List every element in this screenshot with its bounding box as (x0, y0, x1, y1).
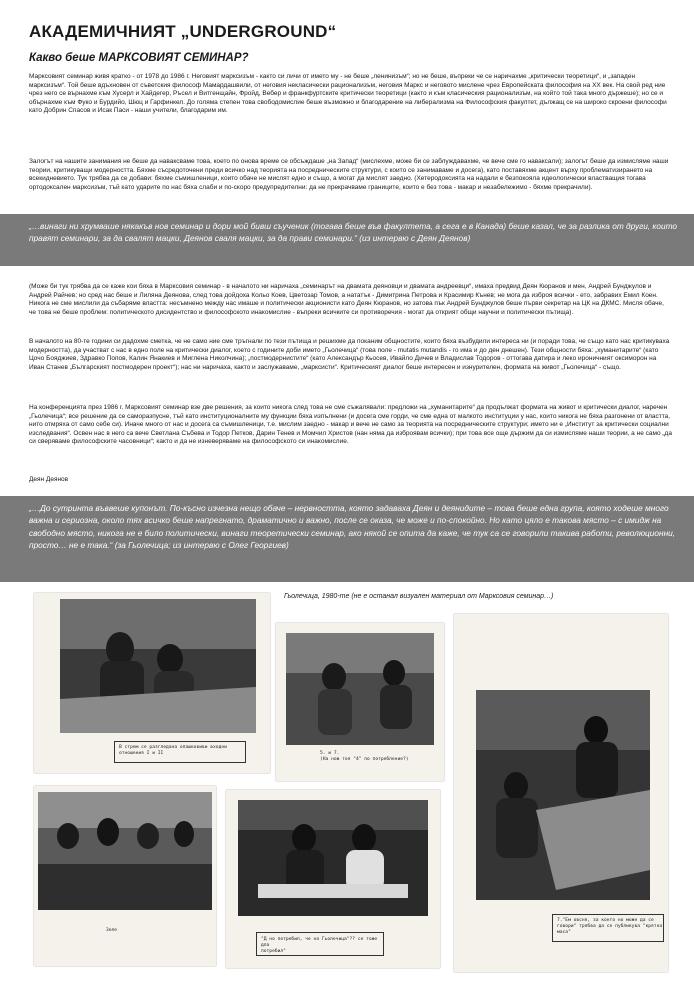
quote-band-1 (0, 214, 694, 266)
photo-2-note-text: 5. и 7. (На нож тоя "4" по потребление?) (320, 751, 409, 762)
quote-band-2 (0, 496, 694, 582)
photo-card-3 (34, 786, 216, 966)
photo-4-note (256, 932, 384, 956)
photo-card-4 (226, 790, 440, 968)
photo-card-5 (454, 614, 668, 972)
photo-5 (476, 690, 650, 900)
page-subtitle: Какво беше МАРКСОВИЯТ СЕМИНАР? (29, 52, 249, 64)
quote-2-text: „…До сутринта въввеше купонът. По-късно изчезна нещо обаче – нервността, която задаваха Деян и деянидите – това беше една група, която ходеше много важна и сериозна, около тях всичко беше напрегнато, драматично и важно, после се оказа, че може и по-спокойно. Но като цяло е такова място – с имидж на свободно място, никога не е било политически, винаги теоретически семинар, ако някой се опита да каже, че тук са се говорили такива работи, революционни, просто… не е така.“ (за Гьолечица; из интервю с Олег Георгиев) (29, 503, 676, 551)
photo-3 (38, 792, 212, 910)
paragraph-decisions: На конференцията през 1986 г. Марксовият семинар взе две решения, за които никога след това не сме съжалявали: предложи на „хуманитарите“ да продължат формата на живот и критически диалог, наречен „Гьолечица“; все решение да се саморазпусне, тъй като институционалните му функции бяха изпълнени (и досега сме горди, че сме една от малкото институции у нас, които никога не бяха разгонени от властта, нито отмряха от само себе си). Иначе много от нас и досега са съмишленици, т.е. мислим заедно - макар и вече не само за теорията на посредническите структури; името ни е „Институт за критически социални изследвания“. Освен нас в него са вече Светлана Събева и Тодор Петков, Дарин Тенев и Момчил Христов (нан няма да изброявам всички); при това все още държим да си измисляме наши теории, а не само „да си сверяваме философските часовници“; както и да не изневеряваме на философското си инакомислие. (29, 404, 672, 446)
photos-caption: Гьолечица, 1980-те (не е останал визуален материал от Марксовия семинар…) (284, 593, 554, 600)
photo-card-1 (34, 593, 270, 773)
photo-card-2 (276, 623, 444, 781)
paragraph-dialogue: В началото на 80-те години си дадохме сметка, че не само ние сме тръгнали по тези пътища и решихме да поканим общностите, които бяха възбудили интереса ни (и поради това, че също като нас критикуваха модерността), да участват с нас в едно поле на критически диалог, което с годините доби името „Гьолечица“ (това поле - mutatis mutandis - го има и до ден днешен). Тези общности бяха: „хуманитарите“ (като Цочо Бояджиев, Здравко Попов, Калин Янакиев и Миглена Николчина); „постмодернистите“ (като Александър Кьосев, Ивайло Дичев и Владислав Тодоров - оттогава датира и леко ироничният оксиморон на Иван Станев „Българският постмодерен проект“); нас ни наричаха, както и заслужаваме, „марксисти“. Критическият диалог беше интересен и изнурителен, формата на живот „Гьолечица“ - също. (29, 338, 670, 371)
paragraph-stakes: Залогът на нашите занимания не беше да наваксваме това, което по онова време се обсъждаше „на Запад“ (мислехме, може би се заблуждавахме, че вече сме го наваксали); залогът беше да измисляме наши теории, критикуващи модерността. Бяхме съсредоточени преди всичко над теорията на посредническите структури, с които се занимаваме и досега), като поставяхме акцент върху проблематизирането на всекидневието. Тук трябва да се добави: бяхме съмишленици, които обаче не мислят едно и също, а могат да мислят заедно. (Хетеродоксията на надали е безпокояла идеологически властващия тогава ортодоксален марксизъм, тъй като ударите по нас бяха слаби и по-скоро предупредителни: да не прекрачваме границите, които е без това - макар и незабележимо - бяхме прекрачили). (29, 158, 669, 191)
photo-1-note-text: В стрем се разгледана опашковиви входни отношения I и II (119, 745, 227, 756)
photo-5-note-text: 7."Ем овсня, за конто но може да се говори" трябва да се публикува "крятна маса" (557, 918, 663, 935)
page-title: АКАДЕМИЧНИЯТ „UNDERGROUND“ (29, 22, 337, 41)
photo-1 (60, 599, 256, 733)
photo-2 (286, 633, 434, 745)
photo-4 (238, 800, 428, 916)
paragraph-history: Марксовият семинар живя кратко - от 1978 до 1986 г. Неговият марксизъм - както си личи от името му - не беше „ленинизъм“; но не беше, въпреки че се наричахме „критически теоретици“, и „западен марксизъм“. Той беше вдъхновен от съветския философ Мамардашвили, от неговия некласически рационализъм, неговия Маркс и неговото мислене чрез Европейската философия на XX век. На свой ред ние чрез него се върнахме към Хусерл и Хайдегер, Ръсел и Витгенщайн, Фройд, Вебер и франкфуртските критически теоретици (както и към класическия рационализъм, на който той така много държеше); но се и обърнахме към Фуко и Бурдийо, Шюц и Гарфинкел. До голяма степен това свободомислие беше възможно и благодарение на либерализма на Философския факултет, дължащ се на широко скроени философи като Добрин Спасов и Исак Паси - наши учители, благодарим им. (29, 73, 667, 115)
paragraph-members: (Може би тук трябва да се каже кои бяха в Марксовия семинар - в началото ни наричаха „семинарът на двамата деяновци и двамата андреевци“, имаха предвид Деян Кюранов и мен, Андрей Бунджулов и Андрей Райчев; но сред нас беше и Лиляна Деянова, след това дойдоха Кольо Коев, Цветозар Томов, а нататък - Димитрина Петрова и Красимир Кънев; не мога да изброя всички - ето, забравих Емил Коен. Никога не сме мислили да събаряме властта: несъмнено между нас имаше и политически акционисти като Деян Кюранов, но затова пък Андрей Бунджулов беше първи секретар на ЦК на ДКМС. Мисля обаче, че това не беше проблем: политическото дисидентство и философското инакомислие - въпреки всичките си противоречия - могат да открият общи научни и политически пътища). (29, 283, 664, 316)
signature: Деян Деянов (29, 476, 69, 483)
quote-1-text: „…винаги ни хрумваше някакъв нов семинар и дори мой бивш съученик (тогава беше във факултета, а сега е в Канада) беше казал, че за разлика от други, които правят семинари, за да свалят мацки, Деянов сваля мацки, за да прави семинари.“ (из интервю с Деян Деянов) (29, 221, 678, 244)
photo-1-note (114, 741, 246, 763)
photo-5-note (552, 914, 664, 942)
photo-3-note-text: Зеле (106, 928, 118, 933)
photo-4-note-text: "Д но потребил, че на Гьолечица"?? се тоже дла потребил" (261, 937, 378, 954)
